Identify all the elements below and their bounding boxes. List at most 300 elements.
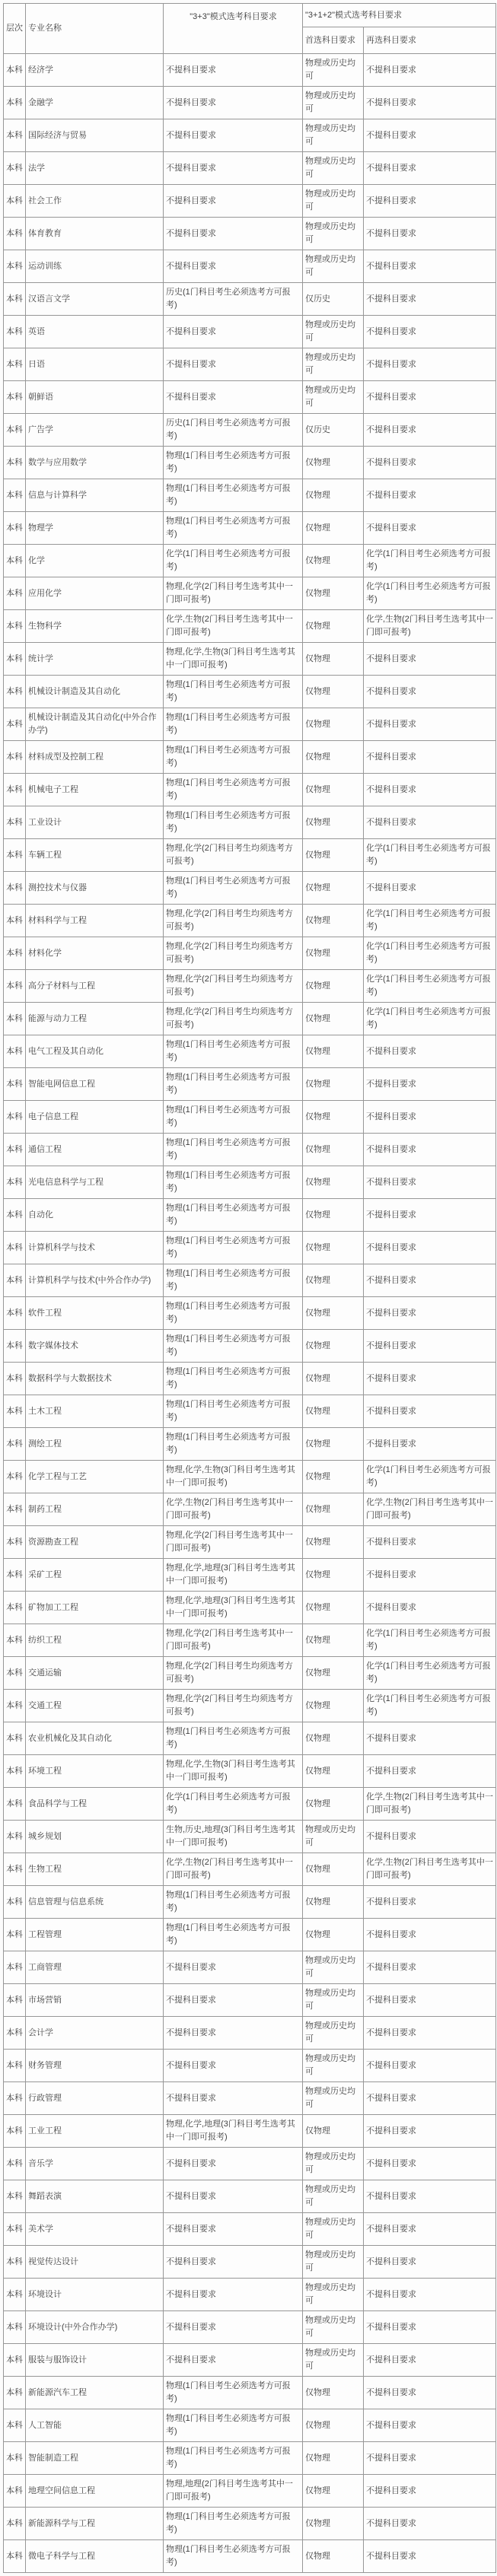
table-row bbox=[4, 774, 496, 806]
cell-mode-3-3: 物理(1门科目考生必须选考方可报考) bbox=[164, 1199, 303, 1232]
cell-second-choice: 化学(1门科目考生必须选考方可报考) bbox=[364, 1003, 496, 1035]
cell-level: 本科 bbox=[4, 1788, 26, 1821]
cell-major: 国际经济与贸易 bbox=[26, 119, 164, 152]
cell-major: 电子信息工程 bbox=[26, 1101, 164, 1134]
cell-level: 本科 bbox=[4, 2377, 26, 2409]
cell-second-choice: 不提科目要求 bbox=[364, 152, 496, 185]
table-row bbox=[4, 2279, 496, 2311]
cell-second-choice: 化学(1门科目考生必须选考方可报考) bbox=[364, 1461, 496, 1493]
cell-level: 本科 bbox=[4, 2409, 26, 2442]
table-row bbox=[4, 2540, 496, 2573]
cell-major: 计算机科学与技术 bbox=[26, 1232, 164, 1264]
cell-second-choice: 不提科目要求 bbox=[364, 1199, 496, 1232]
cell-level: 本科 bbox=[4, 1592, 26, 1624]
cell-level: 本科 bbox=[4, 1755, 26, 1788]
table-header bbox=[4, 4, 496, 54]
cell-first-choice: 仅物理 bbox=[303, 806, 364, 839]
cell-level: 本科 bbox=[4, 774, 26, 806]
cell-mode-3-3: 物理(1门科目考生必须选考方可报考) bbox=[164, 1330, 303, 1363]
table-row bbox=[4, 2344, 496, 2377]
cell-second-choice: 不提科目要求 bbox=[364, 119, 496, 152]
cell-level: 本科 bbox=[4, 1264, 26, 1297]
cell-major: 新能源汽车工程 bbox=[26, 2377, 164, 2409]
table-row bbox=[4, 1134, 496, 1166]
cell-second-choice: 不提科目要求 bbox=[364, 676, 496, 708]
cell-level: 本科 bbox=[4, 610, 26, 643]
cell-second-choice: 不提科目要求 bbox=[364, 1068, 496, 1101]
header-first-choice: 首选科目要求 bbox=[303, 27, 364, 54]
table-row bbox=[4, 2377, 496, 2409]
cell-mode-3-3: 不提科目要求 bbox=[164, 2213, 303, 2246]
cell-level: 本科 bbox=[4, 2017, 26, 2050]
cell-first-choice: 仅物理 bbox=[303, 643, 364, 676]
cell-mode-3-3: 物理(1门科目考生必须选考方可报考) bbox=[164, 1264, 303, 1297]
cell-first-choice: 仅物理 bbox=[303, 1428, 364, 1461]
cell-second-choice: 化学(1门科目考生必须选考方可报考) bbox=[364, 1690, 496, 1722]
cell-second-choice: 不提科目要求 bbox=[364, 479, 496, 512]
cell-level: 本科 bbox=[4, 1101, 26, 1134]
cell-first-choice: 仅物理 bbox=[303, 1068, 364, 1101]
cell-first-choice: 仅物理 bbox=[303, 2442, 364, 2475]
cell-major: 统计学 bbox=[26, 643, 164, 676]
cell-mode-3-3: 物理(1门科目考生必须选考方可报考) bbox=[164, 1395, 303, 1428]
cell-major: 舞蹈表演 bbox=[26, 2180, 164, 2213]
cell-second-choice: 不提科目要求 bbox=[364, 54, 496, 87]
table-row bbox=[4, 87, 496, 119]
cell-second-choice: 化学(1门科目考生必须选考方可报考) bbox=[364, 839, 496, 872]
cell-major: 城乡规划 bbox=[26, 1821, 164, 1853]
cell-first-choice: 物理或历史均可 bbox=[303, 2180, 364, 2213]
cell-second-choice: 化学(1门科目考生必须选考方可报考) bbox=[364, 545, 496, 577]
cell-major: 材料科学与工程 bbox=[26, 905, 164, 937]
cell-first-choice: 物理或历史均可 bbox=[303, 348, 364, 381]
cell-second-choice: 不提科目要求 bbox=[364, 1886, 496, 1919]
cell-first-choice: 仅物理 bbox=[303, 1919, 364, 1951]
cell-second-choice: 不提科目要求 bbox=[364, 2409, 496, 2442]
cell-major: 广告学 bbox=[26, 414, 164, 447]
cell-level: 本科 bbox=[4, 185, 26, 218]
cell-mode-3-3: 物理,化学(2门科目考生选考其中一门即可报考) bbox=[164, 1526, 303, 1559]
table-row bbox=[4, 54, 496, 87]
cell-first-choice: 仅物理 bbox=[303, 741, 364, 774]
cell-level: 本科 bbox=[4, 1199, 26, 1232]
cell-major: 智能制造工程 bbox=[26, 2442, 164, 2475]
cell-level: 本科 bbox=[4, 905, 26, 937]
cell-level: 本科 bbox=[4, 2475, 26, 2508]
cell-major: 经济学 bbox=[26, 54, 164, 87]
cell-level: 本科 bbox=[4, 1134, 26, 1166]
table-row bbox=[4, 1166, 496, 1199]
cell-level: 本科 bbox=[4, 2213, 26, 2246]
subject-requirements-table bbox=[3, 3, 496, 2573]
cell-mode-3-3: 不提科目要求 bbox=[164, 87, 303, 119]
header-level: 层次 bbox=[4, 4, 26, 54]
cell-second-choice: 不提科目要求 bbox=[364, 741, 496, 774]
table-row bbox=[4, 1330, 496, 1363]
cell-major: 机械设计制造及其自动化(中外合作办学) bbox=[26, 708, 164, 741]
table-row bbox=[4, 741, 496, 774]
cell-mode-3-3: 物理(1门科目考生必须选考方可报考) bbox=[164, 2377, 303, 2409]
cell-level: 本科 bbox=[4, 1493, 26, 1526]
cell-second-choice: 不提科目要求 bbox=[364, 2246, 496, 2279]
cell-second-choice: 不提科目要求 bbox=[364, 1526, 496, 1559]
table-row bbox=[4, 2082, 496, 2115]
cell-major: 软件工程 bbox=[26, 1297, 164, 1330]
cell-level: 本科 bbox=[4, 381, 26, 414]
table-row bbox=[4, 185, 496, 218]
table-row bbox=[4, 839, 496, 872]
cell-second-choice: 不提科目要求 bbox=[364, 2148, 496, 2180]
cell-mode-3-3: 物理(1门科目考生必须选考方可报考) bbox=[164, 1101, 303, 1134]
cell-first-choice: 物理或历史均可 bbox=[303, 2050, 364, 2082]
cell-second-choice: 不提科目要求 bbox=[364, 806, 496, 839]
cell-major: 化学工程与工艺 bbox=[26, 1461, 164, 1493]
cell-second-choice: 不提科目要求 bbox=[364, 2180, 496, 2213]
cell-major: 服装与服饰设计 bbox=[26, 2344, 164, 2377]
cell-second-choice: 不提科目要求 bbox=[364, 316, 496, 348]
cell-first-choice: 仅物理 bbox=[303, 1559, 364, 1592]
cell-first-choice: 仅物理 bbox=[303, 1690, 364, 1722]
cell-first-choice: 仅历史 bbox=[303, 283, 364, 316]
cell-level: 本科 bbox=[4, 1003, 26, 1035]
cell-second-choice: 不提科目要求 bbox=[364, 1821, 496, 1853]
cell-major: 人工智能 bbox=[26, 2409, 164, 2442]
cell-mode-3-3: 不提科目要求 bbox=[164, 2148, 303, 2180]
table-row bbox=[4, 806, 496, 839]
table-row bbox=[4, 479, 496, 512]
cell-second-choice: 不提科目要求 bbox=[364, 1101, 496, 1134]
table-row bbox=[4, 1624, 496, 1657]
table-row bbox=[4, 1559, 496, 1592]
cell-level: 本科 bbox=[4, 316, 26, 348]
cell-first-choice: 仅物理 bbox=[303, 1166, 364, 1199]
table-row bbox=[4, 2148, 496, 2180]
cell-level: 本科 bbox=[4, 1363, 26, 1395]
cell-first-choice: 仅物理 bbox=[303, 970, 364, 1003]
cell-first-choice: 物理或历史均可 bbox=[303, 2279, 364, 2311]
table-row bbox=[4, 1395, 496, 1428]
cell-level: 本科 bbox=[4, 2050, 26, 2082]
cell-major: 矿物加工工程 bbox=[26, 1592, 164, 1624]
cell-second-choice: 不提科目要求 bbox=[364, 2115, 496, 2148]
table-row bbox=[4, 512, 496, 545]
table-row bbox=[4, 1526, 496, 1559]
cell-mode-3-3: 物理,化学(2门科目考生均须选考方可报考) bbox=[164, 1003, 303, 1035]
table-row bbox=[4, 610, 496, 643]
cell-second-choice: 不提科目要求 bbox=[364, 2540, 496, 2573]
cell-mode-3-3: 物理,化学,地理(3门科目考生选考其中一门即可报考) bbox=[164, 2115, 303, 2148]
cell-first-choice: 物理或历史均可 bbox=[303, 2246, 364, 2279]
cell-level: 本科 bbox=[4, 2180, 26, 2213]
cell-level: 本科 bbox=[4, 2246, 26, 2279]
cell-level: 本科 bbox=[4, 1526, 26, 1559]
cell-second-choice: 化学,生物(2门科目考生选考其中一门即可报考) bbox=[364, 1853, 496, 1886]
table-row bbox=[4, 1853, 496, 1886]
cell-second-choice: 不提科目要求 bbox=[364, 2279, 496, 2311]
cell-mode-3-3: 不提科目要求 bbox=[164, 152, 303, 185]
cell-major: 微电子科学与工程 bbox=[26, 2540, 164, 2573]
cell-mode-3-3: 物理,化学(2门科目考生均须选考方可报考) bbox=[164, 1657, 303, 1690]
cell-mode-3-3: 物理,化学,生物(3门科目考生选考其中一门即可报考) bbox=[164, 643, 303, 676]
cell-mode-3-3: 物理,化学(2门科目考生均须选考方可报考) bbox=[164, 839, 303, 872]
cell-major: 工业设计 bbox=[26, 806, 164, 839]
cell-mode-3-3: 不提科目要求 bbox=[164, 119, 303, 152]
cell-second-choice: 不提科目要求 bbox=[364, 2344, 496, 2377]
table-row bbox=[4, 316, 496, 348]
cell-first-choice: 物理或历史均可 bbox=[303, 218, 364, 250]
table-row bbox=[4, 1003, 496, 1035]
cell-level: 本科 bbox=[4, 2082, 26, 2115]
table-row bbox=[4, 414, 496, 447]
table-row bbox=[4, 2017, 496, 2050]
cell-first-choice: 仅物理 bbox=[303, 1657, 364, 1690]
cell-mode-3-3: 不提科目要求 bbox=[164, 54, 303, 87]
cell-major: 能源与动力工程 bbox=[26, 1003, 164, 1035]
cell-major: 行政管理 bbox=[26, 2082, 164, 2115]
cell-second-choice: 化学,生物(2门科目考生选考其中一门即可报考) bbox=[364, 610, 496, 643]
cell-mode-3-3: 化学,生物(2门科目考生选考其中一门即可报考) bbox=[164, 610, 303, 643]
cell-first-choice: 仅物理 bbox=[303, 479, 364, 512]
cell-level: 本科 bbox=[4, 1428, 26, 1461]
table-row bbox=[4, 2311, 496, 2344]
cell-second-choice: 不提科目要求 bbox=[364, 643, 496, 676]
cell-second-choice: 不提科目要求 bbox=[364, 1297, 496, 1330]
header-second-choice: 再选科目要求 bbox=[364, 27, 496, 54]
cell-mode-3-3: 物理,化学,地理(3门科目考生选考其中一门即可报考) bbox=[164, 1592, 303, 1624]
cell-major: 新能源科学与工程 bbox=[26, 2508, 164, 2540]
cell-first-choice: 仅物理 bbox=[303, 1232, 364, 1264]
cell-level: 本科 bbox=[4, 1984, 26, 2017]
cell-mode-3-3: 物理(1门科目考生必须选考方可报考) bbox=[164, 872, 303, 905]
table-row bbox=[4, 1919, 496, 1951]
cell-second-choice: 化学(1门科目考生必须选考方可报考) bbox=[364, 577, 496, 610]
cell-second-choice: 不提科目要求 bbox=[364, 512, 496, 545]
cell-level: 本科 bbox=[4, 414, 26, 447]
cell-major: 采矿工程 bbox=[26, 1559, 164, 1592]
cell-mode-3-3: 不提科目要求 bbox=[164, 2279, 303, 2311]
cell-second-choice: 不提科目要求 bbox=[364, 2082, 496, 2115]
cell-level: 本科 bbox=[4, 152, 26, 185]
cell-mode-3-3: 不提科目要求 bbox=[164, 2311, 303, 2344]
cell-major: 光电信息科学与工程 bbox=[26, 1166, 164, 1199]
cell-mode-3-3: 物理,化学,生物(3门科目考生选考其中一门即可报考) bbox=[164, 1461, 303, 1493]
cell-mode-3-3: 物理,化学(2门科目考生选考其中一门即可报考) bbox=[164, 577, 303, 610]
cell-level: 本科 bbox=[4, 1035, 26, 1068]
cell-first-choice: 物理或历史均可 bbox=[303, 87, 364, 119]
cell-level: 本科 bbox=[4, 1330, 26, 1363]
cell-second-choice: 不提科目要求 bbox=[364, 250, 496, 283]
cell-major: 会计学 bbox=[26, 2017, 164, 2050]
cell-level: 本科 bbox=[4, 1886, 26, 1919]
cell-first-choice: 仅物理 bbox=[303, 577, 364, 610]
cell-first-choice: 仅物理 bbox=[303, 839, 364, 872]
cell-first-choice: 仅物理 bbox=[303, 2409, 364, 2442]
cell-level: 本科 bbox=[4, 2279, 26, 2311]
cell-second-choice: 不提科目要求 bbox=[364, 185, 496, 218]
cell-level: 本科 bbox=[4, 643, 26, 676]
cell-second-choice: 不提科目要求 bbox=[364, 1951, 496, 1984]
cell-second-choice: 不提科目要求 bbox=[364, 1592, 496, 1624]
cell-first-choice: 物理或历史均可 bbox=[303, 250, 364, 283]
cell-second-choice: 不提科目要求 bbox=[364, 1232, 496, 1264]
cell-second-choice: 不提科目要求 bbox=[364, 283, 496, 316]
cell-major: 数学与应用数学 bbox=[26, 447, 164, 479]
cell-major: 机械电子工程 bbox=[26, 774, 164, 806]
cell-mode-3-3: 物理(1门科目考生必须选考方可报考) bbox=[164, 1886, 303, 1919]
cell-level: 本科 bbox=[4, 676, 26, 708]
cell-first-choice: 物理或历史均可 bbox=[303, 1951, 364, 1984]
cell-first-choice: 物理或历史均可 bbox=[303, 152, 364, 185]
cell-level: 本科 bbox=[4, 2148, 26, 2180]
cell-first-choice: 仅物理 bbox=[303, 1330, 364, 1363]
cell-level: 本科 bbox=[4, 1722, 26, 1755]
cell-first-choice: 仅物理 bbox=[303, 1788, 364, 1821]
cell-first-choice: 仅物理 bbox=[303, 2377, 364, 2409]
cell-major: 朝鲜语 bbox=[26, 381, 164, 414]
cell-first-choice: 仅物理 bbox=[303, 676, 364, 708]
cell-major: 地理空间信息工程 bbox=[26, 2475, 164, 2508]
table-row bbox=[4, 2409, 496, 2442]
cell-level: 本科 bbox=[4, 806, 26, 839]
cell-first-choice: 仅物理 bbox=[303, 1853, 364, 1886]
cell-mode-3-3: 物理(1门科目考生必须选考方可报考) bbox=[164, 1232, 303, 1264]
table-row bbox=[4, 1264, 496, 1297]
table-row bbox=[4, 643, 496, 676]
cell-level: 本科 bbox=[4, 708, 26, 741]
cell-major: 日语 bbox=[26, 348, 164, 381]
table-row bbox=[4, 119, 496, 152]
table-row bbox=[4, 1493, 496, 1526]
cell-second-choice: 不提科目要求 bbox=[364, 1363, 496, 1395]
cell-mode-3-3: 不提科目要求 bbox=[164, 2050, 303, 2082]
cell-level: 本科 bbox=[4, 1919, 26, 1951]
cell-level: 本科 bbox=[4, 1951, 26, 1984]
cell-first-choice: 仅物理 bbox=[303, 1624, 364, 1657]
cell-level: 本科 bbox=[4, 2442, 26, 2475]
cell-second-choice: 不提科目要求 bbox=[364, 2508, 496, 2540]
cell-second-choice: 不提科目要求 bbox=[364, 218, 496, 250]
cell-level: 本科 bbox=[4, 872, 26, 905]
cell-second-choice: 不提科目要求 bbox=[364, 708, 496, 741]
cell-first-choice: 物理或历史均可 bbox=[303, 1821, 364, 1853]
cell-second-choice: 不提科目要求 bbox=[364, 1755, 496, 1788]
cell-first-choice: 仅物理 bbox=[303, 1722, 364, 1755]
table-row bbox=[4, 1232, 496, 1264]
table-row bbox=[4, 152, 496, 185]
cell-mode-3-3: 物理(1门科目考生必须选考方可报考) bbox=[164, 1722, 303, 1755]
cell-second-choice: 不提科目要求 bbox=[364, 774, 496, 806]
cell-mode-3-3: 物理(1门科目考生必须选考方可报考) bbox=[164, 708, 303, 741]
cell-second-choice: 不提科目要求 bbox=[364, 1559, 496, 1592]
cell-first-choice: 物理或历史均可 bbox=[303, 316, 364, 348]
cell-second-choice: 不提科目要求 bbox=[364, 1330, 496, 1363]
cell-first-choice: 仅物理 bbox=[303, 447, 364, 479]
cell-level: 本科 bbox=[4, 1821, 26, 1853]
table-row bbox=[4, 905, 496, 937]
cell-level: 本科 bbox=[4, 1297, 26, 1330]
table-row bbox=[4, 970, 496, 1003]
cell-second-choice: 化学(1门科目考生必须选考方可报考) bbox=[364, 970, 496, 1003]
cell-mode-3-3: 物理(1门科目考生必须选考方可报考) bbox=[164, 1428, 303, 1461]
cell-level: 本科 bbox=[4, 1166, 26, 1199]
cell-second-choice: 化学,生物(2门科目考生选考其中一门即可报考) bbox=[364, 1493, 496, 1526]
cell-first-choice: 物理或历史均可 bbox=[303, 2344, 364, 2377]
cell-major: 纺织工程 bbox=[26, 1624, 164, 1657]
cell-major: 音乐学 bbox=[26, 2148, 164, 2180]
table-row bbox=[4, 545, 496, 577]
cell-level: 本科 bbox=[4, 545, 26, 577]
cell-mode-3-3: 不提科目要求 bbox=[164, 316, 303, 348]
table-row bbox=[4, 872, 496, 905]
cell-major: 市场营销 bbox=[26, 1984, 164, 2017]
cell-major: 交通运输 bbox=[26, 1657, 164, 1690]
cell-mode-3-3: 化学(1门科目考生必须选考方可报考) bbox=[164, 1788, 303, 1821]
cell-level: 本科 bbox=[4, 1853, 26, 1886]
cell-second-choice: 不提科目要求 bbox=[364, 87, 496, 119]
cell-mode-3-3: 物理(1门科目考生必须选考方可报考) bbox=[164, 774, 303, 806]
table-row bbox=[4, 1821, 496, 1853]
table-row bbox=[4, 1363, 496, 1395]
cell-second-choice: 不提科目要求 bbox=[364, 2442, 496, 2475]
header-mode-3-1-2: "3+1+2"模式选考科目要求 bbox=[303, 4, 496, 27]
cell-mode-3-3: 物理(1门科目考生必须选考方可报考) bbox=[164, 2442, 303, 2475]
cell-level: 本科 bbox=[4, 1690, 26, 1722]
cell-major: 金融学 bbox=[26, 87, 164, 119]
cell-first-choice: 仅物理 bbox=[303, 2540, 364, 2573]
cell-major: 测控技术与仪器 bbox=[26, 872, 164, 905]
cell-major: 数据科学与大数据技术 bbox=[26, 1363, 164, 1395]
cell-major: 环境工程 bbox=[26, 1755, 164, 1788]
table-row bbox=[4, 381, 496, 414]
cell-major: 财务管理 bbox=[26, 2050, 164, 2082]
table-row bbox=[4, 1690, 496, 1722]
cell-major: 体育教育 bbox=[26, 218, 164, 250]
cell-first-choice: 物理或历史均可 bbox=[303, 185, 364, 218]
cell-first-choice: 仅物理 bbox=[303, 1461, 364, 1493]
cell-mode-3-3: 物理,化学(2门科目考生均须选考方可报考) bbox=[164, 1690, 303, 1722]
cell-first-choice: 仅物理 bbox=[303, 708, 364, 741]
cell-first-choice: 仅物理 bbox=[303, 1199, 364, 1232]
cell-major: 通信工程 bbox=[26, 1134, 164, 1166]
cell-first-choice: 仅物理 bbox=[303, 512, 364, 545]
table-row bbox=[4, 218, 496, 250]
cell-major: 信息与计算科学 bbox=[26, 479, 164, 512]
cell-mode-3-3: 物理,化学(2门科目考生选考其中一门即可报考) bbox=[164, 1624, 303, 1657]
cell-first-choice: 仅历史 bbox=[303, 414, 364, 447]
cell-major: 车辆工程 bbox=[26, 839, 164, 872]
table-row bbox=[4, 577, 496, 610]
cell-first-choice: 仅物理 bbox=[303, 1035, 364, 1068]
table-row bbox=[4, 1722, 496, 1755]
cell-first-choice: 仅物理 bbox=[303, 1264, 364, 1297]
cell-second-choice: 化学(1门科目考生必须选考方可报考) bbox=[364, 937, 496, 970]
table-row bbox=[4, 1199, 496, 1232]
cell-mode-3-3: 物理(1门科目考生必须选考方可报考) bbox=[164, 1363, 303, 1395]
cell-level: 本科 bbox=[4, 250, 26, 283]
cell-mode-3-3: 历史(1门科目考生必须选考方可报考) bbox=[164, 414, 303, 447]
cell-major: 信息管理与信息系统 bbox=[26, 1886, 164, 1919]
cell-level: 本科 bbox=[4, 1624, 26, 1657]
cell-second-choice: 不提科目要求 bbox=[364, 2050, 496, 2082]
cell-level: 本科 bbox=[4, 839, 26, 872]
table-row bbox=[4, 1428, 496, 1461]
cell-mode-3-3: 不提科目要求 bbox=[164, 250, 303, 283]
cell-first-choice: 仅物理 bbox=[303, 2115, 364, 2148]
table-row bbox=[4, 250, 496, 283]
cell-mode-3-3: 不提科目要求 bbox=[164, 2246, 303, 2279]
table-row bbox=[4, 1068, 496, 1101]
table-row bbox=[4, 1297, 496, 1330]
